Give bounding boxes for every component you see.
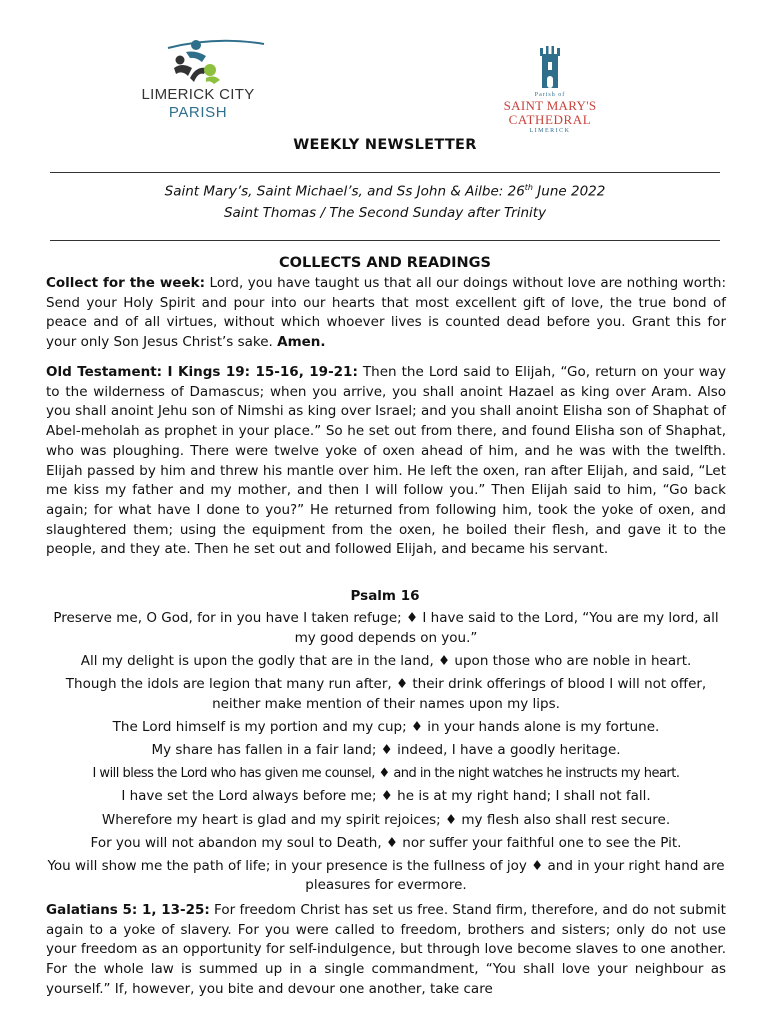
old-testament-text: Then the Lord said to Elijah, “Go, return on your way to the wilderness of Damascus; when you arrive, you shall anoint Hazael as king over Aram. Also you shall anoint Jehu son of Nimshi as king over Israel; and you shall anoint Elisha son of Shaphat of Abel-meholah as prophet in your place.” So he set out from there, and found Elisha son of Shaphat, who was ploughing. There were twelve yoke of oxen ahead of him, and he was with the twelfth. Elijah passed by him and threw his mantle over him. He left the oxen, ran after Elijah, and said, “Let me kiss my father and my mother, and then I will follow you.” Then Elijah said to him, “Go back again; for what have I done to you?” He returned from following him, took the yoke of oxen, and slaughtered them; using the equipment from the oxen, he boiled their flesh, and gave it to the people, and they ate. Then he set out and followed Elijah, and became his servant.	[46, 364, 726, 558]
cathedral-tower-icon	[537, 44, 563, 90]
sunday-name: Saint Thomas / The Second Sunday after Trinity	[223, 205, 547, 221]
psalm-verse: I will bless the Lord who has given me counsel, ♦ and in the night watches he instructs my heart.	[92, 766, 680, 782]
swoosh-decoration	[166, 38, 266, 50]
limerick-city-parish-logo	[128, 38, 268, 138]
psalm-verse: All my delight is upon the godly that are in the land, ♦ upon those who are noble in heart.	[80, 652, 692, 669]
collect-text: Lord, you have taught us that all our doings without love are nothing worth: Send your Holy Spirit and pour into our hearts that most excellent gift of love, the true bond of peace and of all virtues, without which whoever lives is counted dead before you. Grant this for your only Son Jesus Christ’s sake.	[46, 275, 726, 351]
section-heading: COLLECTS AND READINGS	[278, 255, 492, 271]
galatians-paragraph	[46, 901, 726, 1000]
psalm-verse: Though the idols are legion that many run after, ♦ their drink offerings of blood I will not offer, neither make mention of their names upon my lips.	[65, 675, 707, 712]
psalm-verse: The Lord himself is my portion and my cup; ♦ in your hands alone is my fortune.	[112, 718, 660, 735]
cathedral-location: LIMERICK	[529, 128, 571, 134]
psalm-verse: Wherefore my heart is glad and my spirit rejoices; ♦ my flesh also shall rest secure.	[101, 811, 671, 828]
parish-name-line2: PARISH	[168, 104, 228, 121]
psalm-verse: I have set the Lord always before me; ♦ he is at my right hand; I shall not fall.	[121, 788, 651, 805]
old-testament-label: Old Testament: I Kings 19: 15-16, 19-21:	[46, 364, 358, 380]
galatians-label: Galatians 5: 1, 13-25:	[46, 902, 210, 918]
cathedral-name-line1: SAINT MARY'S	[503, 98, 597, 113]
old-testament-paragraph	[46, 363, 726, 560]
psalm-heading: Psalm 16	[350, 588, 420, 604]
parish-name-line1: LIMERICK CITY	[141, 86, 255, 103]
psalm-verse: My share has fallen in a fair land; ♦ indeed, I have a goodly heritage.	[151, 741, 621, 758]
parishes-text: Saint Mary’s, Saint Michael’s, and Ss John & Ailbe: 26	[164, 183, 525, 200]
saint-marys-cathedral-logo	[490, 44, 610, 134]
divider-top	[50, 172, 720, 173]
date-month-year: June 2022	[533, 183, 606, 200]
collect-amen: Amen.	[277, 334, 326, 351]
galatians-text: For freedom Christ has set us free. Stand firm, therefore, and do not submit again to a yoke of slavery. For you were called to freedom, brothers and sisters; only do not use your freedom as an opportunity for self-indulgence, but through love become slaves to one another. For the whole law is summed up in a single commandment, “You shall love your neighbour as yourself.” If, however, you bite and devour one another, take care	[46, 902, 726, 997]
collect-label: Collect for the week:	[46, 275, 206, 291]
divider-bottom	[50, 240, 720, 241]
collect-paragraph	[46, 274, 726, 353]
psalm-verse: For you will not abandon my soul to Death, ♦ nor suffer your faithful one to see the Pit.	[90, 834, 682, 851]
cathedral-name-line2: CATHEDRAL	[508, 112, 592, 127]
parishes-date-line	[0, 183, 770, 200]
newsletter-title: WEEKLY NEWSLETTER	[293, 137, 477, 153]
psalm-verses	[46, 609, 726, 900]
psalm-verse: You will show me the path of life; in your presence is the fullness of joy ♦ and in your right hand are pleasures for evermore.	[47, 857, 725, 894]
cathedral-prefix: Parish of	[534, 92, 566, 98]
date-suffix: th	[524, 183, 533, 192]
psalm-verse: Preserve me, O God, for in you have I taken refuge; ♦ I have said to the Lord, “You are my lord, all my good depends on you.”	[53, 610, 719, 646]
